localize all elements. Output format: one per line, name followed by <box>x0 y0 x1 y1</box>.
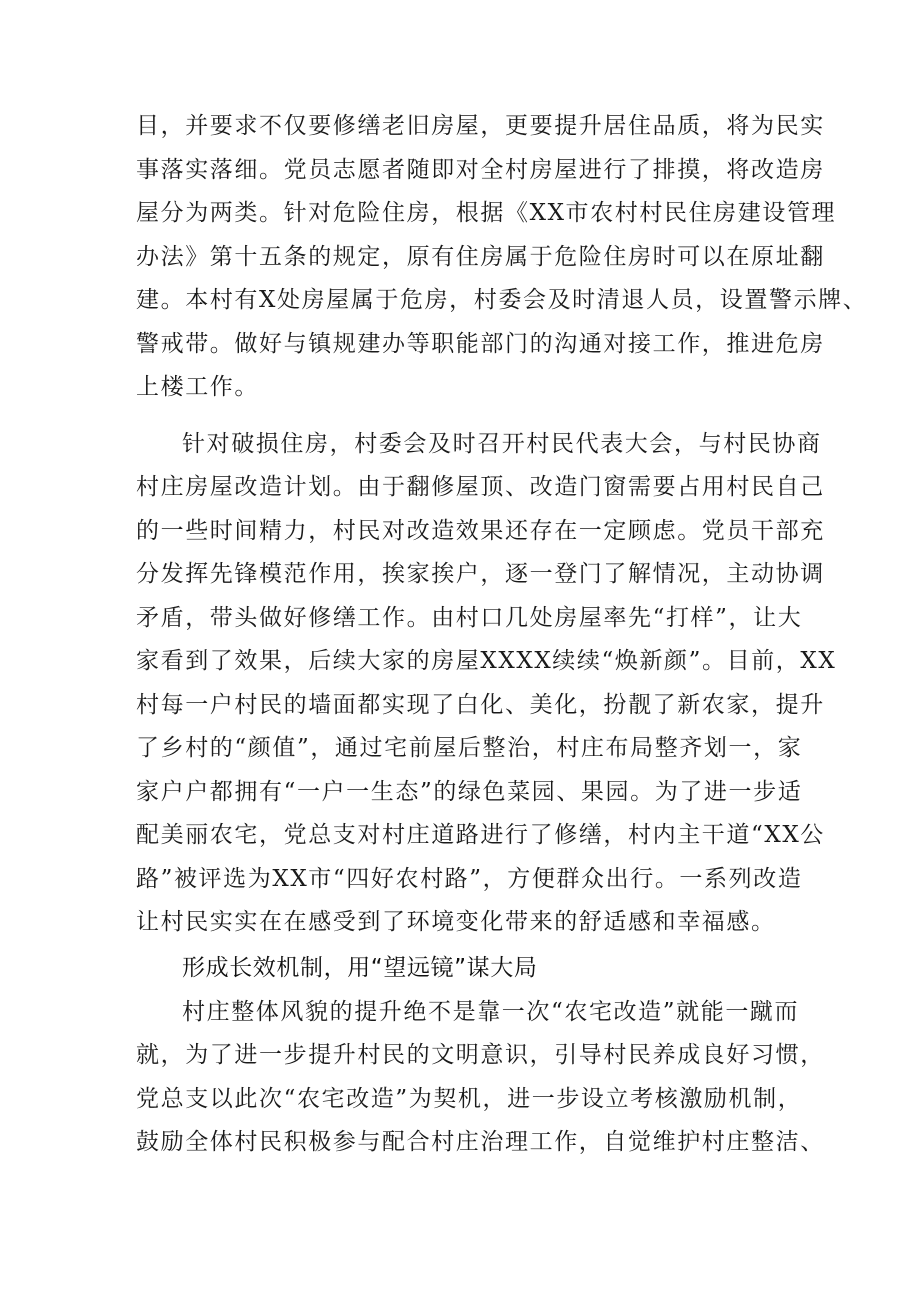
text-line: 警戒带。做好与镇规建办等职能部门的沟通对接工作，推进危房 <box>136 330 825 357</box>
text-line: 村庄房屋改造计划。由于翻修屋顶、改造门窗需要占用村民自己 <box>136 474 825 500</box>
section-heading: 形成长效机制，用“望远镜”谋大局 <box>182 954 538 981</box>
text-line: 就，为了进一步提升村民的文明意识，引导村民养成良好习惯， <box>136 1042 825 1068</box>
text-line: 让村民实实在在感受到了环境变化带来的舒适感和幸福感。 <box>136 909 776 935</box>
text-line: 家看到了效果，后续大家的房屋XXXX续续“焕新颜”。目前，XX <box>136 648 837 674</box>
text-line: 针对破损住房，村委会及时召开村民代表大会，与村民协商 <box>182 430 822 457</box>
text-line: 家户户都拥有“一户一生态”的绿色菜园、果园。为了进一步适 <box>136 778 803 805</box>
paragraph-long-term-mechanism <box>136 991 825 1165</box>
text-line: 事落实落细。党员志愿者随即对全村房屋进行了排摸，将改造房 <box>136 156 825 183</box>
text-line: 办法》第十五条的规定，原有住房属于危险住房时可以在原址翻 <box>136 243 825 270</box>
document-body <box>136 105 868 1165</box>
paragraph-housing-classification <box>136 105 868 410</box>
text-line: 矛盾，带头做好修缮工作。由村口几处房屋率先“打样”，让大 <box>136 604 803 631</box>
text-line: 建。本村有X处房屋属于危房，村委会及时清退人员，设置警示牌、 <box>136 287 868 313</box>
text-line: 村每一户村民的墙面都实现了白化、美化，扮靓了新农家，提升 <box>136 691 825 718</box>
text-line: 路”被评选为XX市“四好农村路”，方便群众出行。一系列改造 <box>136 865 803 892</box>
text-line: 目，并要求不仅要修缮老旧房屋，更要提升居住品质，将为民实 <box>136 113 825 139</box>
text-line: 的一些时间精力，村民对改造效果还存在一定顾虑。党员干部充 <box>136 517 825 544</box>
text-line: 村庄整体风貌的提升绝不是靠一次“农宅改造”就能一蹴而 <box>182 998 800 1025</box>
text-line: 分发挥先锋模范作用，挨家挨户，逐一登门了解情况，主动协调 <box>136 561 825 587</box>
text-line: 了乡村的“颜值”，通过宅前屋后整治，村庄布局整齐划一，家 <box>136 735 803 761</box>
text-line: 配美丽农宅，党总支对村庄道路进行了修缮，村内主干道“XX公 <box>136 822 825 848</box>
text-line: 屋分为两类。针对危险住房，根据《XX市农村村民住房建设管理 <box>136 200 837 226</box>
text-line: 党总支以此次“农宅改造”为契机，进一步设立考核激励机制， <box>136 1085 803 1112</box>
text-line: 鼓励全体村民积极参与配合村庄治理工作，自觉维护村庄整洁、 <box>136 1129 825 1155</box>
paragraph-spacer <box>136 410 786 423</box>
paragraph-damaged-housing <box>136 423 837 945</box>
text-line: 上楼工作。 <box>136 374 259 400</box>
